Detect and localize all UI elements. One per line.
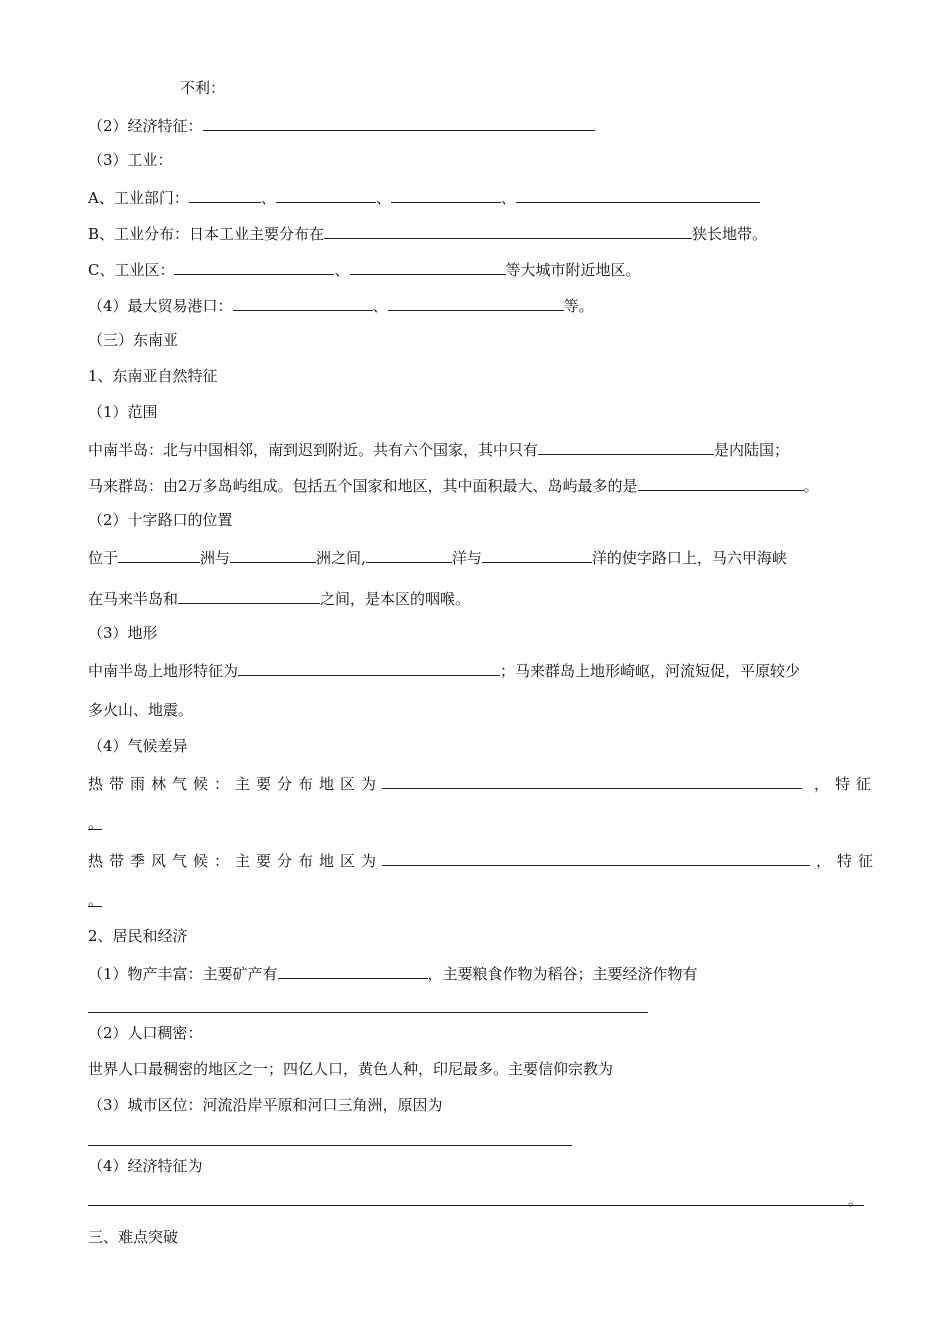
section-sea-title: （三）东南亚 [88,331,179,349]
blank-rainforest-feature[interactable]: 。 [88,814,104,832]
blank-econ[interactable] [203,114,595,131]
rainforest-line: 热带雨林气候：主要分布地区为 ，特征 [88,772,877,794]
port-line: （4）最大贸易港口： 、 等。 [88,294,594,316]
econ2-period: 。 [848,1191,864,1209]
blank-dept-3[interactable] [391,186,501,203]
product-line: （1）物产丰富：主要矿产有 ，主要粮食作物为稻谷；主要经济作物有 [88,962,698,984]
blank-zone-1[interactable] [174,258,334,275]
blank-mineral[interactable] [278,962,428,979]
pop-title: （2）人口稠密： [88,1024,203,1042]
text-buli: 不利： [180,79,226,97]
econ-feature-line: （2）经济特征： [88,114,595,136]
blank-strait[interactable] [178,587,320,604]
blank-continent-2[interactable] [230,546,316,563]
terrain-title: （3）地形 [88,624,158,642]
natural-title: 1、东南亚自然特征 [88,367,218,385]
position-line: 位于 洲与 洲之间, 洋与 洋的使字路口上，马六甲海峡 [88,546,787,568]
blank-dist[interactable] [324,222,692,239]
range-title: （1）范围 [88,403,158,421]
strait-line: 在马来半岛和 之间，是本区的咽喉。 [88,587,470,609]
blank-largest[interactable] [638,474,804,491]
monsoon-period [88,890,102,910]
blank-port-2[interactable] [388,294,564,311]
industry-dept-line: A、工业部门： 、 、 、 [88,186,760,208]
terrain-line: 中南半岛上地形特征为 ；马来群岛上地形崎岖，河流短促，平原较少 [88,659,800,681]
blank-econ2[interactable] [88,1205,864,1206]
pop-line: 世界人口最稠密的地区之一；四亿人口，黄色人种，印尼最多。主要信仰宗教为 [88,1060,614,1078]
climate-title: （4）气候差异 [88,737,188,755]
blank-dept-2[interactable] [276,186,376,203]
rainforest-period [88,813,102,833]
cross-title: （2）十字路口的位置 [88,511,233,529]
econ2-line: （4）经济特征为 [88,1157,203,1175]
blank-rainforest-region[interactable] [382,772,802,789]
blank-ocean-2[interactable] [482,546,592,563]
difficulty-title: 三、难点突破 [88,1228,179,1246]
blank-monsoon-feature[interactable]: 。 [88,891,104,909]
industry-dist-line: B、工业分布：日本工业主要分布在 狭长地带。 [88,222,767,244]
terrain-line-2: 多火山、地震。 [88,701,194,719]
blank-ocean-1[interactable] [366,546,452,563]
blank-inland[interactable] [538,438,714,455]
resident-title: 2、居民和经济 [88,927,188,945]
blank-terrain[interactable] [238,659,500,676]
blank-dept-1[interactable] [189,186,261,203]
blank-cash-crop[interactable] [88,1012,648,1013]
blank-zone-2[interactable] [350,258,506,275]
malay-line: 马来群岛：由2万多岛屿组成。包括五个国家和地区，其中面积最大、岛屿最多的是 。 [88,474,819,496]
blank-dept-4[interactable] [516,186,760,203]
blank-city-reason[interactable] [88,1145,572,1146]
industry-title: （3）工业： [88,151,173,169]
industry-zone-line: C、工业区： 、 等大城市附近地区。 [88,258,641,280]
monsoon-line: 热带季风气候：主要分布地区为 ，特征 [88,849,879,871]
blank-port-1[interactable] [233,294,373,311]
indochina-line: 中南半岛：北与中国相邻，南到迟到附近。共有六个国家，其中只有 是内陆国； [88,438,789,460]
blank-monsoon-region[interactable] [382,849,810,866]
city-line: （3）城市区位：河流沿岸平原和河口三角洲，原因为 [88,1096,443,1114]
blank-continent-1[interactable] [118,546,200,563]
